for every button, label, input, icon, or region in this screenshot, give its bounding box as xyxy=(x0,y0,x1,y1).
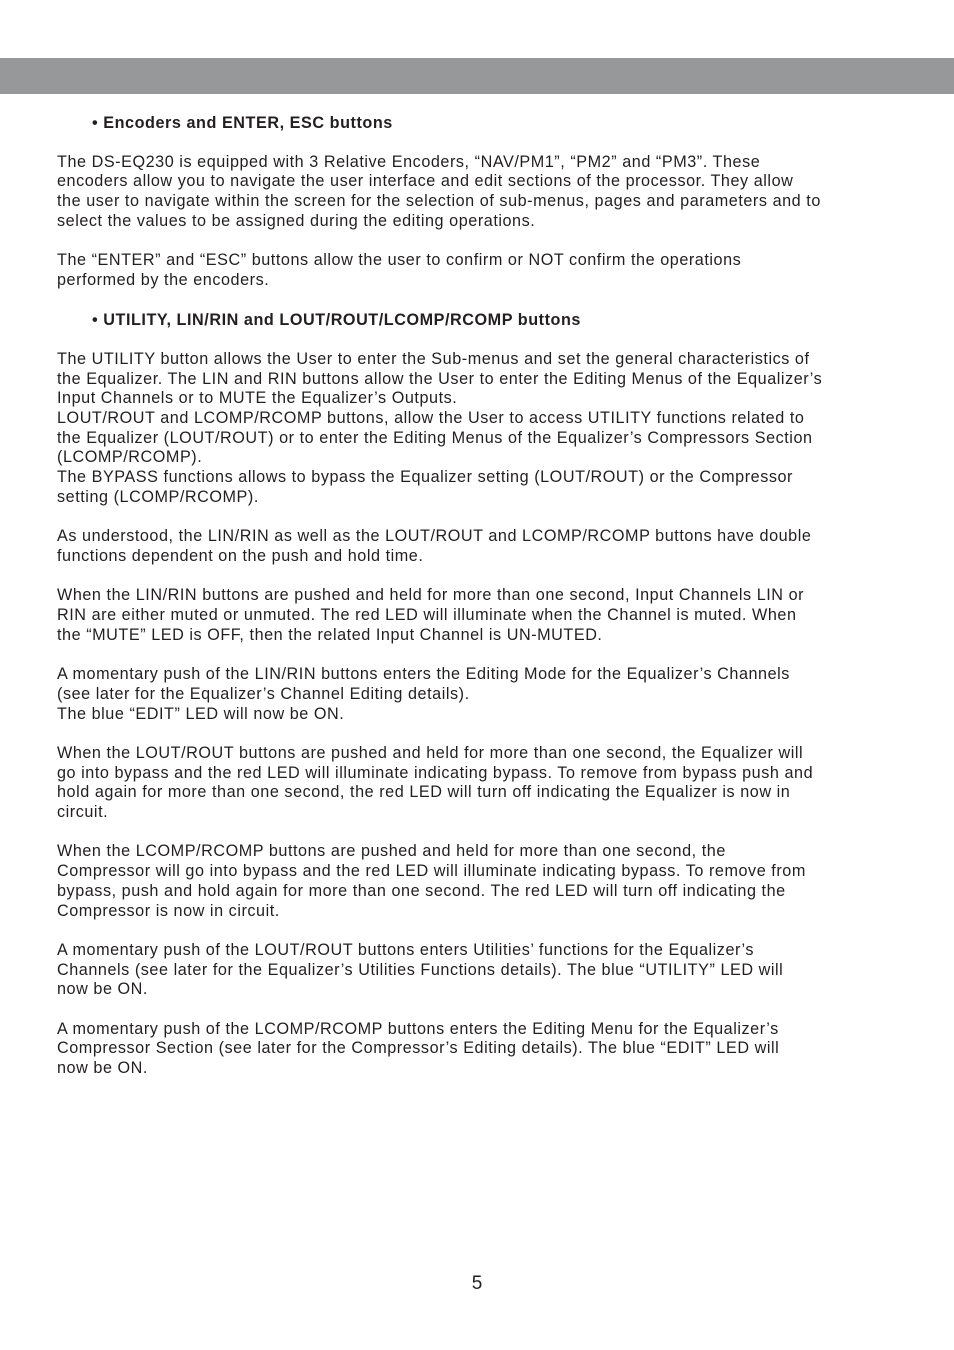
paragraph-double-functions: As understood, the LIN/RIN as well as the LOUT/ROUT and LCOMP/RCOMP buttons have double functions dependent on the push and hold time. xyxy=(57,527,812,565)
section-heading-utility: • UTILITY, LIN/RIN and LOUT/ROUT/LCOMP/RCOMP buttons xyxy=(92,311,581,330)
paragraph-lout-rout-push: A momentary push of the LOUT/ROUT buttons enters Utilities’ functions for the Equalizer’s Channels (see later for the Equalizer’s Utilities Functions details). The blue “UTILITY” LED will now be ON. xyxy=(57,940,784,999)
page-number: 5 xyxy=(471,1273,483,1294)
paragraph-lin-rin-hold: When the LIN/RIN buttons are pushed and held for more than one second, Input Channels LIN or RIN are either muted or unmuted. The red LED will illuminate when the Channel is muted. When the “MUTE” LED is OFF, then the related Input Channel is UN-MUTED. xyxy=(57,586,805,644)
paragraph-lcomp-rcomp-hold: When the LCOMP/RCOMP buttons are pushed and held for more than one second, the Compressor will go into bypass and the red LED will illuminate indicating bypass. To remove from bypass, push and hold again for more than one second. The red LED will turn off indicating the Compressor is now in circuit. xyxy=(57,842,806,920)
section-heading-encoders: • Encoders and ENTER, ESC buttons xyxy=(92,114,393,132)
paragraph-utility-intro: The UTILITY button allows the User to enter the Sub-menus and set the general characteristics of the Equalizer. The LIN and RIN buttons allow the User to enter the Editing Menus of the Equalizer’s Input Channels or to MUTE the Equalizer’s Outputs. LOUT/ROUT and LCOMP/RCOMP buttons, allow the User to access UTILITY functions related to the Equalizer (LOUT/ROUT) or to enter the Editing Menus of the Equalizer’s Compressors Section (LCOMP/RCOMP). The BYPASS functions allows to bypass the Equalizer setting (LOUT/ROUT) or the Compressor setting (LCOMP/RCOMP). xyxy=(57,349,823,506)
header-bar xyxy=(0,58,954,94)
paragraph-lout-rout-hold: When the LOUT/ROUT buttons are pushed and held for more than one second, the Equalizer will go into bypass and the red LED will illuminate indicating bypass. To remove from bypass push and hold again for more than one second, the red LED will turn off indicating the Equalizer is now in circuit. xyxy=(57,743,814,822)
paragraph-encoders-intro: The DS-EQ230 is equipped with 3 Relative Encoders, “NAV/PM1”, “PM2” and “PM3”. These encoders allow you to navigate the user interface and edit sections of the processor. They allow the user to navigate within the screen for the selection of sub-menus, pages and parameters and to select the values to be assigned during the editing operations. xyxy=(57,152,821,230)
paragraph-lcomp-rcomp-push: A momentary push of the LCOMP/RCOMP buttons enters the Editing Menu for the Equalizer’s Compressor Section (see later for the Compressor’s Editing details). The blue “EDIT” LED will now be ON. xyxy=(57,1019,780,1078)
page-content xyxy=(57,113,902,1079)
paragraph-lin-rin-push: A momentary push of the LIN/RIN buttons enters the Editing Mode for the Equalizer’s Channels (see later for the Equalizer’s Channel Editing details). The blue “EDIT” LED will now be ON. xyxy=(57,665,790,723)
paragraph-enter-esc: The “ENTER” and “ESC” buttons allow the user to confirm or NOT confirm the operations performed by the encoders. xyxy=(57,251,742,289)
